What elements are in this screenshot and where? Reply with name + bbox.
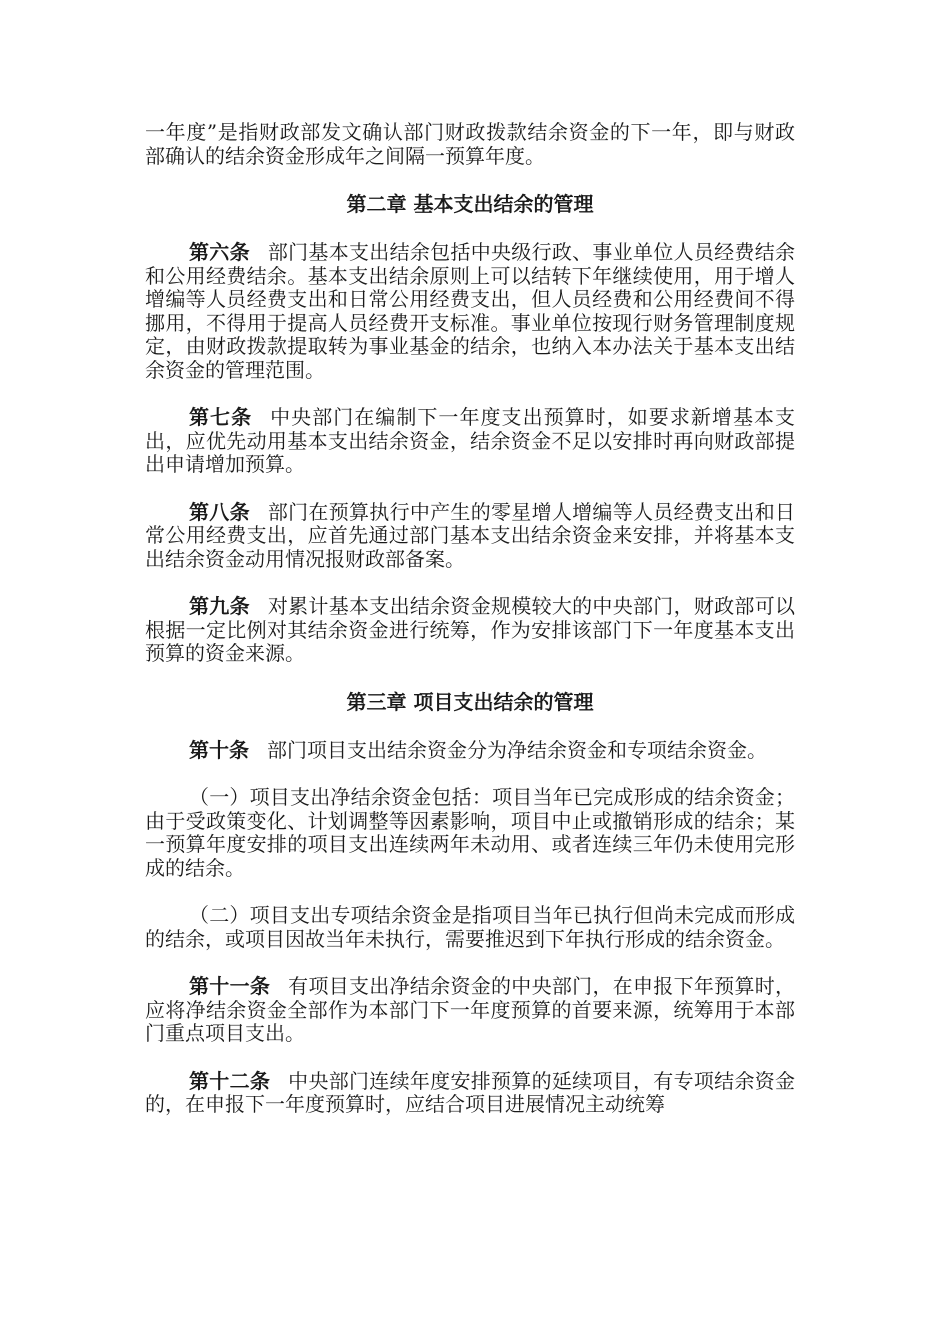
intro-text: 一年度”是指财政部发文确认部门财政拨款结余资金的下一年，即与财政部确认的结余资金形成年之间隔一预算年度。 — [145, 120, 795, 168]
article-11-label: 第十一条 — [189, 974, 271, 998]
article-7 — [145, 406, 795, 477]
article-6-text: 部门基本支出结余包括中央级行政、事业单位人员经费结余和公用经费结余。基本支出结余原则上可以结转下年继续使用，用于增人增编等人员经费支出和日常公用经费支出，但人员经费和公用经费间不得挪用，不得用于提高人员经费开支标准。事业单位按现行财务管理制度规定，由财政拨款提取转为事业基金的结余，也纳入本办法关于基本支出结余资金的管理范围。 — [145, 240, 796, 382]
document-page — [145, 121, 795, 1141]
article-11-text: 有项目支出净结余资金的中央部门，在申报下年预算时，应将净结余资金全部作为本部门下一年度预算的首要来源，统筹用于本部门重点项目支出。 — [145, 974, 796, 1045]
article-7-text: 中央部门在编制下一年度支出预算时，如要求新增基本支出，应优先动用基本支出结余资金，结余资金不足以安排时再向财政部提出申请增加预算。 — [145, 405, 796, 476]
article-8 — [145, 501, 795, 572]
intro-paragraph — [145, 121, 795, 168]
article-12 — [145, 1070, 795, 1117]
article-9 — [145, 595, 795, 666]
article-12-label: 第十二条 — [189, 1068, 271, 1093]
chapter-two-heading: 第二章 基本支出结余的管理 — [346, 192, 594, 216]
article-9-label: 第九条 — [189, 594, 250, 618]
article-6 — [145, 241, 795, 382]
article-12-text: 中央部门连续年度安排预算的延续项目，有专项结余资金的，在申报下一年度预算时，应结合项目进展情况主动统筹 — [145, 1068, 796, 1116]
article-7-label: 第七条 — [189, 405, 253, 429]
article-8-label: 第八条 — [189, 499, 250, 524]
article-10 — [145, 739, 795, 763]
article-6-label: 第六条 — [189, 240, 250, 264]
article-9-text: 对累计基本支出结余资金规模较大的中央部门，财政部可以根据一定比例对其结余资金进行统筹，作为安排该部门下一年度基本支出预算的资金来源。 — [145, 594, 796, 665]
article-11 — [145, 975, 795, 1046]
item-2-text: （二）项目支出专项结余资金是指项目当年已执行但尚未完成而形成的结余，或项目因故当年未执行，需要推迟到下年执行形成的结余资金。 — [145, 903, 795, 951]
article-10-label: 第十条 — [189, 737, 249, 762]
chapter-three-heading: 第三章 项目支出结余的管理 — [346, 689, 594, 714]
item-1 — [145, 786, 795, 880]
item-1-text: （一）项目支出净结余资金包括：项目当年已完成形成的结余资金；由于受政策变化、计划调整等因素影响，项目中止或撤销形成的结余；某一预算年度安排的项目支出连续两年未动用、或者连续三年仍未使用完形成的结余。 — [145, 785, 795, 880]
item-2 — [145, 904, 795, 951]
article-10-text: 部门项目支出结余资金分为净结余资金和专项结余资金。 — [267, 737, 767, 762]
article-8-text: 部门在预算执行中产生的零星增人增编等人员经费支出和日常公用经费支出，应首先通过部门基本支出结余资金来安排，并将基本支出结余资金动用情况报财政部备案。 — [145, 499, 796, 571]
